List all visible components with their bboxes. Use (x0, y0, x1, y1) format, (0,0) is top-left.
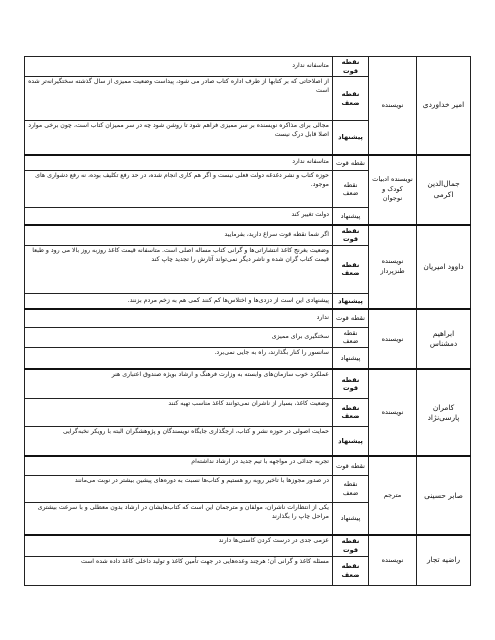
criterion-label: نقطه ضعف (333, 556, 369, 585)
criterion-label: پیشنهاد (333, 426, 369, 456)
criterion-label: پیشنهاد (333, 502, 369, 535)
table-row (25, 225, 471, 246)
table-row (25, 535, 471, 556)
criterion-label: نقطه قوت (333, 57, 369, 77)
person-role: نویسنده (369, 369, 417, 456)
person-name: راضیه تجار (417, 535, 471, 585)
evaluation-table (24, 56, 471, 586)
criterion-label: پیشنهاد (333, 208, 369, 225)
person-name: صابر حسینی (417, 456, 471, 535)
criterion-text: سانسور را کنار بگذارند، راه به جایی نمی‌برد. (25, 347, 333, 369)
criterion-label: پیشنهاد (333, 121, 369, 155)
person-role: نویسنده طنزپرداز (369, 225, 417, 310)
table-row (25, 456, 471, 475)
person-name: کامران پارسی‌نژاد (417, 369, 471, 456)
criterion-label: نقطه ضعف (333, 327, 369, 347)
criterion-text: پیشنهادی این است از دزدی‌ها و اختلاس‌ها کم کنند کمی هم به زخم مردم بزنند. (25, 293, 333, 309)
criterion-label: نقطه قوت (333, 155, 369, 171)
criterion-text: متاسفانه ندارد (25, 57, 333, 77)
criterion-text: مجالی برای مذاکره نویسنده بر سر ممیزی فراهم شود تا روشن شود چه در سر ممیزان کتاب است، چون برخی موارد اصلا قابل درک نیست (25, 121, 333, 155)
person-name: ابراهیم دمشناس (417, 309, 471, 369)
person-name: جمال‌الدین اکرمی (417, 155, 471, 225)
criterion-text: حوزه کتاب و نشر دغدغه دولت فعلی نیست و اگر هم کاری انجام شده، در حد رفع تکلیف بوده، نه رفع دشواری های موجود. (25, 171, 333, 208)
table-row (25, 369, 471, 398)
person-role: نویسنده (369, 57, 417, 155)
criterion-label: نقطه ضعف (333, 245, 369, 293)
evaluation-table-body (25, 57, 471, 586)
criterion-text: وضعیت بغرنج کاغذ انتشاراتی‌ها و گرانی کتاب مساله اصلی است. متاسفانه قیمت کاغذ روزبه روز بالا می رود و طبعا قیمت کتاب گران شده و ناشر دیگر نمی‌تواند آثارش را تجدید چاپ کند (25, 245, 333, 293)
criterion-text: وضعیت کاغذ، بسیار از ناشران نمی‌توانند کاغذ مناسب تهیه کنند (25, 398, 333, 426)
criterion-text: از اصلاحاتی که بر کتابها از طرف اداره کتاب صادر می شود، پیداست وضعیت ممیزی از سال گذشته سختگیرانه‌تر شده است (25, 77, 333, 121)
criterion-text: عملکرد خوب سازمان‌های وابسته به وزارت فرهنگ و ارشاد بویژه صندوق اعتباری هنر (25, 369, 333, 398)
criterion-label: پیشنهاد (333, 347, 369, 369)
criterion-text: اگر شما نقطه قوت سراغ دارید، بفرمایید (25, 225, 333, 246)
criterion-text: دولت تغییر کند (25, 208, 333, 225)
criterion-text: ندارد (25, 309, 333, 327)
person-role: نویسنده (369, 535, 417, 585)
person-name: امیر خداوردی (417, 57, 471, 155)
person-role: نویسنده ادبیات کودک و نوجوان (369, 155, 417, 225)
criterion-text: مسئله کاغذ و گرانی آن؛ هرچند وعده‌هایی در جهت تأمین کاغذ و تولید داخلی کاغذ داده شده است (25, 556, 333, 585)
person-role: نویسنده (369, 309, 417, 369)
criterion-label: نقطه ضعف (333, 398, 369, 426)
person-name: داوود امیریان (417, 225, 471, 310)
criterion-label: نقطه قوت (333, 369, 369, 398)
criterion-text: تجربه جدائی در مواجهه با تیم جدید در ارشاد نداشته‌ام (25, 456, 333, 475)
table-row (25, 155, 471, 171)
criterion-label: نقطه قوت (333, 225, 369, 246)
criterion-label: پیشنهاد (333, 293, 369, 309)
criterion-label: نقطه قوت (333, 535, 369, 556)
criterion-label: نقطه ضعف (333, 171, 369, 208)
criterion-text: در صدور مجوزها با تاخیر روبه رو هستیم و کتاب‌ها نسبت به دوره‌های پیشین بیشتر در نوبت می‌مانند (25, 475, 333, 502)
criterion-text: عزمی جدی در درست کردن کاستی‌ها دارند (25, 535, 333, 556)
table-row (25, 57, 471, 77)
person-role: مترجم (369, 456, 417, 535)
criterion-label: نقطه ضعف (333, 475, 369, 502)
criterion-text: یکی از انتظارات ناشران، مولفان و مترجمان این است که کتاب‌هایشان در ارشاد بدون معطلی و با سرعت بیشتری مراحل چاپ را بگذارند (25, 502, 333, 535)
criterion-text: حمایت اصولی در حوزه نشر و کتاب، ارجگذاری جایگاه نویسندگان و پژوهشگران البته با رویکر نخبه‌گرایی (25, 426, 333, 456)
criterion-label: نقطه ضعف (333, 77, 369, 121)
table-row (25, 309, 471, 327)
criterion-text: سختگیری برای ممیزی (25, 327, 333, 347)
criterion-text: متاسفانه ندارد (25, 155, 333, 171)
criterion-label: نقطه قوت (333, 309, 369, 327)
criterion-label: نقطه قوت (333, 456, 369, 475)
